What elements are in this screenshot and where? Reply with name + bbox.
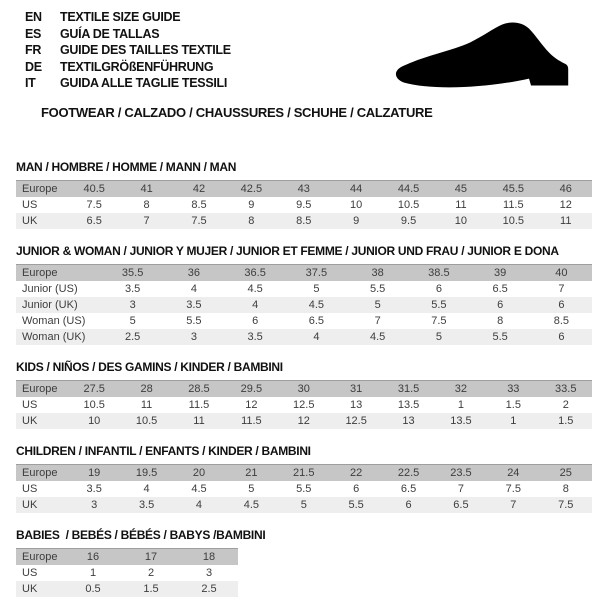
size-cell: 7	[457, 482, 464, 495]
size-cell: 8.5	[191, 198, 207, 211]
category-line: FOOTWEAR / CALZADO / CHAUSSURES / SCHUHE / CALZATURE	[41, 104, 433, 120]
size-cell: 25	[559, 466, 572, 479]
row-label: UK	[22, 214, 38, 227]
row-label: US	[22, 482, 38, 495]
size-cell: 4.5	[308, 298, 325, 311]
size-cell: 6.5	[400, 482, 417, 495]
size-cell: 31.5	[397, 382, 420, 395]
size-cell: 11	[140, 398, 153, 411]
size-cell: 3.5	[124, 282, 141, 295]
size-cell: 41	[140, 182, 153, 195]
size-cell: 4.5	[369, 330, 386, 343]
size-cell: 42.5	[240, 182, 263, 195]
size-cell: 5.5	[369, 282, 386, 295]
row-label: Europe	[22, 266, 58, 279]
size-cell: 24	[507, 466, 520, 479]
size-cell: 11	[193, 414, 205, 427]
size-cell: 5.5	[186, 314, 202, 327]
size-cell: 6.5	[308, 314, 325, 327]
size-cell: 3	[129, 298, 136, 311]
size-cell: 6	[558, 298, 565, 311]
row-label: Europe	[22, 382, 58, 395]
size-cell: 28	[140, 382, 153, 395]
size-cell: 4.5	[247, 282, 263, 295]
language-label: GUIDE DES TAILLES TEXTILE	[60, 43, 231, 57]
size-section-title: CHILDREN / INFANTIL / ENFANTS / KINDER / BAMBINI	[16, 443, 311, 458]
size-cell: 5	[129, 314, 136, 327]
size-cell: 3.5	[138, 498, 155, 511]
size-cell: 1	[457, 398, 464, 411]
size-cell: 1	[89, 566, 97, 579]
size-cell: 3.5	[247, 330, 263, 343]
size-cell: 8	[562, 482, 569, 495]
size-cell: 3.5	[86, 482, 102, 495]
language-label: TEXTILGRÖßENFÜHRUNG	[60, 59, 214, 74]
table-row	[16, 297, 592, 313]
table-row	[16, 197, 592, 213]
size-table-man	[16, 180, 592, 229]
size-cell: 20	[192, 466, 206, 479]
size-cell: 16	[86, 550, 100, 563]
size-cell: 4	[190, 282, 197, 295]
table-header-row	[16, 548, 238, 565]
size-section-man	[16, 160, 592, 229]
size-cell: 27.5	[83, 382, 105, 395]
row-label: UK	[22, 498, 38, 511]
dress-shoe-icon	[392, 20, 578, 100]
table-row	[16, 497, 592, 513]
table-row	[16, 313, 592, 329]
size-cell: 5.5	[492, 330, 508, 343]
size-cell: 44.5	[397, 182, 420, 195]
language-code: EN	[25, 10, 42, 24]
size-cell: 30	[297, 382, 310, 395]
size-table-junior	[16, 264, 592, 345]
size-cell: 3.5	[186, 298, 202, 311]
size-cell: 3	[91, 498, 98, 511]
size-cell: 11	[455, 198, 467, 211]
size-cell: 13	[350, 398, 363, 411]
size-cell: 5	[435, 330, 442, 343]
size-cell: 9	[353, 214, 360, 227]
table-row	[16, 329, 592, 345]
language-code: ES	[25, 26, 42, 41]
size-cell: 13.5	[397, 398, 420, 411]
language-code: IT	[25, 76, 36, 90]
size-cell: 5	[300, 498, 307, 511]
size-cell: 13.5	[450, 414, 472, 427]
size-cell: 2	[147, 566, 155, 579]
size-cell: 12.5	[345, 414, 367, 427]
size-cell: 4	[195, 498, 203, 511]
size-cell: 29.5	[240, 382, 263, 395]
size-cell: 6	[497, 298, 504, 311]
size-cell: 7	[558, 282, 565, 295]
size-cell: 8.5	[296, 214, 312, 227]
language-code: FR	[25, 43, 42, 57]
size-cell: 6.5	[453, 498, 469, 511]
size-cell: 10	[454, 214, 468, 227]
size-cell: 7.5	[191, 214, 207, 227]
size-cell: 36	[187, 266, 200, 279]
table-header-row	[16, 180, 592, 197]
size-cell: 38	[371, 266, 384, 279]
size-cell: 40	[555, 266, 568, 279]
size-cell: 18	[202, 550, 216, 563]
size-cell: 4.5	[243, 498, 260, 511]
size-cell: 4	[313, 330, 320, 343]
size-cell: 17	[144, 550, 158, 563]
row-label: US	[22, 198, 38, 211]
table-row	[16, 281, 592, 297]
size-cell: 5	[374, 298, 381, 311]
size-cell: 4.5	[191, 482, 207, 495]
table-row	[16, 581, 238, 597]
size-cell: 6	[558, 330, 565, 343]
size-cell: 0.5	[85, 582, 101, 595]
row-label: US	[22, 398, 38, 411]
size-cell: 32	[454, 382, 468, 395]
language-code: DE	[25, 59, 42, 74]
size-cell: 1.5	[143, 582, 159, 595]
size-section-title: JUNIOR & WOMAN / JUNIOR Y MUJER / JUNIOR ET FEMME / JUNIOR UND FRAU / JUNIOR E DONA	[16, 243, 559, 258]
size-cell: 12.5	[293, 398, 315, 411]
size-cell: 19	[88, 466, 101, 479]
size-cell: 5	[313, 282, 320, 295]
table-row	[16, 565, 238, 581]
language-label: GUIDA ALLE TAGLIE TESSILI	[60, 76, 228, 90]
size-cell: 7.5	[558, 498, 574, 511]
size-cell: 1.5	[505, 398, 521, 411]
row-label: UK	[22, 414, 38, 427]
table-row	[16, 413, 592, 429]
size-section-junior	[16, 244, 592, 345]
size-cell: 10.5	[397, 198, 420, 211]
size-cell: 3	[190, 330, 197, 343]
size-cell: 31	[350, 382, 363, 395]
size-section-kids	[16, 360, 592, 429]
size-cell: 23.5	[450, 466, 472, 479]
size-cell: 1	[510, 414, 517, 427]
size-cell: 7.5	[505, 482, 521, 495]
size-cell: 9.5	[400, 214, 417, 227]
row-label: US	[22, 566, 38, 579]
size-cell: 22.5	[397, 466, 420, 479]
size-cell: 11.5	[188, 398, 210, 411]
size-cell: 37.5	[305, 266, 328, 279]
size-cell: 8	[143, 198, 150, 211]
size-cell: 33.5	[555, 382, 577, 395]
size-cell: 11.5	[241, 414, 262, 427]
size-cell: 39	[494, 266, 507, 279]
size-cell: 5.5	[431, 298, 447, 311]
size-cell: 40.5	[83, 182, 105, 195]
size-cell: 12	[559, 198, 572, 211]
size-cell: 46	[559, 182, 572, 195]
size-cell: 11.5	[503, 198, 524, 211]
size-cell: 13	[402, 414, 415, 427]
size-cell: 28.5	[188, 382, 210, 395]
size-cell: 21	[245, 466, 258, 479]
size-cell: 6	[435, 282, 442, 295]
size-cell: 6.5	[492, 282, 508, 295]
size-cell: 9	[248, 198, 255, 211]
size-cell: 12	[297, 414, 310, 427]
size-table-kids	[16, 380, 592, 429]
size-cell: 1.5	[558, 414, 574, 427]
size-cell: 38.5	[428, 266, 450, 279]
size-cell: 2	[562, 398, 569, 411]
size-cell: 10.5	[83, 398, 105, 411]
size-cell: 4	[252, 298, 259, 311]
size-cell: 6	[405, 498, 412, 511]
table-header-row	[16, 264, 592, 281]
size-section-babies	[16, 528, 592, 597]
row-label: Europe	[22, 466, 58, 479]
table-row	[16, 397, 592, 413]
size-cell: 2.5	[201, 582, 217, 595]
size-cell: 8	[497, 314, 504, 327]
size-cell: 45.5	[502, 182, 525, 195]
table-header-row	[16, 380, 592, 397]
size-cell: 2.5	[124, 330, 141, 343]
size-cell: 9.5	[296, 198, 312, 211]
size-cell: 6	[353, 482, 360, 495]
size-cell: 5.5	[296, 482, 312, 495]
size-cell: 4	[143, 482, 150, 495]
size-cell: 36.5	[244, 266, 266, 279]
size-cell: 6	[252, 314, 259, 327]
size-cell: 7	[510, 498, 517, 511]
table-row	[16, 213, 592, 229]
size-section-title: BABIES / BEBÉS / BÉBÉS / BABYS /BAMBINI	[16, 527, 266, 542]
size-cell: 5	[248, 482, 255, 495]
size-table-babies	[16, 548, 238, 597]
size-cell: 3	[205, 566, 213, 579]
size-cell: 43	[297, 182, 310, 195]
size-cell: 33	[507, 382, 520, 395]
size-section-title: MAN / HOMBRE / HOMME / MANN / MAN	[16, 159, 237, 174]
size-section-children	[16, 444, 592, 513]
size-cell: 45	[454, 182, 468, 195]
size-cell: 10.5	[502, 214, 525, 227]
size-cell: 6.5	[86, 214, 102, 227]
row-label: Junior (UK)	[22, 298, 78, 311]
row-label: Woman (UK)	[22, 330, 86, 343]
size-cell: 19.5	[135, 466, 158, 479]
row-label: Junior (US)	[22, 282, 78, 295]
size-table-children	[16, 464, 592, 513]
size-cell: 10	[350, 198, 363, 211]
size-section-title: KIDS / NIÑOS / DES GAMINS / KINDER / BAMBINI	[16, 359, 283, 374]
size-cell: 42	[192, 182, 206, 195]
language-label: GUÍA DE TALLAS	[60, 26, 160, 41]
size-cell: 21.5	[293, 466, 315, 479]
size-cell: 44	[350, 182, 363, 195]
size-cell: 8	[248, 214, 255, 227]
size-cell: 8.5	[553, 314, 570, 327]
size-cell: 7.5	[86, 198, 102, 211]
size-cell: 11	[560, 214, 572, 227]
size-cell: 7	[374, 314, 381, 327]
row-label: Woman (US)	[22, 314, 86, 327]
row-label: Europe	[22, 550, 58, 563]
table-header-row	[16, 464, 592, 481]
size-cell: 7.5	[431, 314, 447, 327]
size-cell: 5.5	[348, 498, 364, 511]
size-cell: 22	[350, 466, 363, 479]
size-cell: 12	[245, 398, 258, 411]
size-cell: 10.5	[135, 414, 158, 427]
size-tables	[0, 160, 600, 597]
size-cell: 7	[143, 214, 150, 227]
language-label: TEXTILE SIZE GUIDE	[60, 10, 181, 24]
table-row	[16, 481, 592, 497]
row-label: UK	[22, 582, 38, 595]
row-label: Europe	[22, 182, 58, 195]
size-cell: 10	[88, 414, 101, 427]
size-cell: 35.5	[121, 266, 144, 279]
